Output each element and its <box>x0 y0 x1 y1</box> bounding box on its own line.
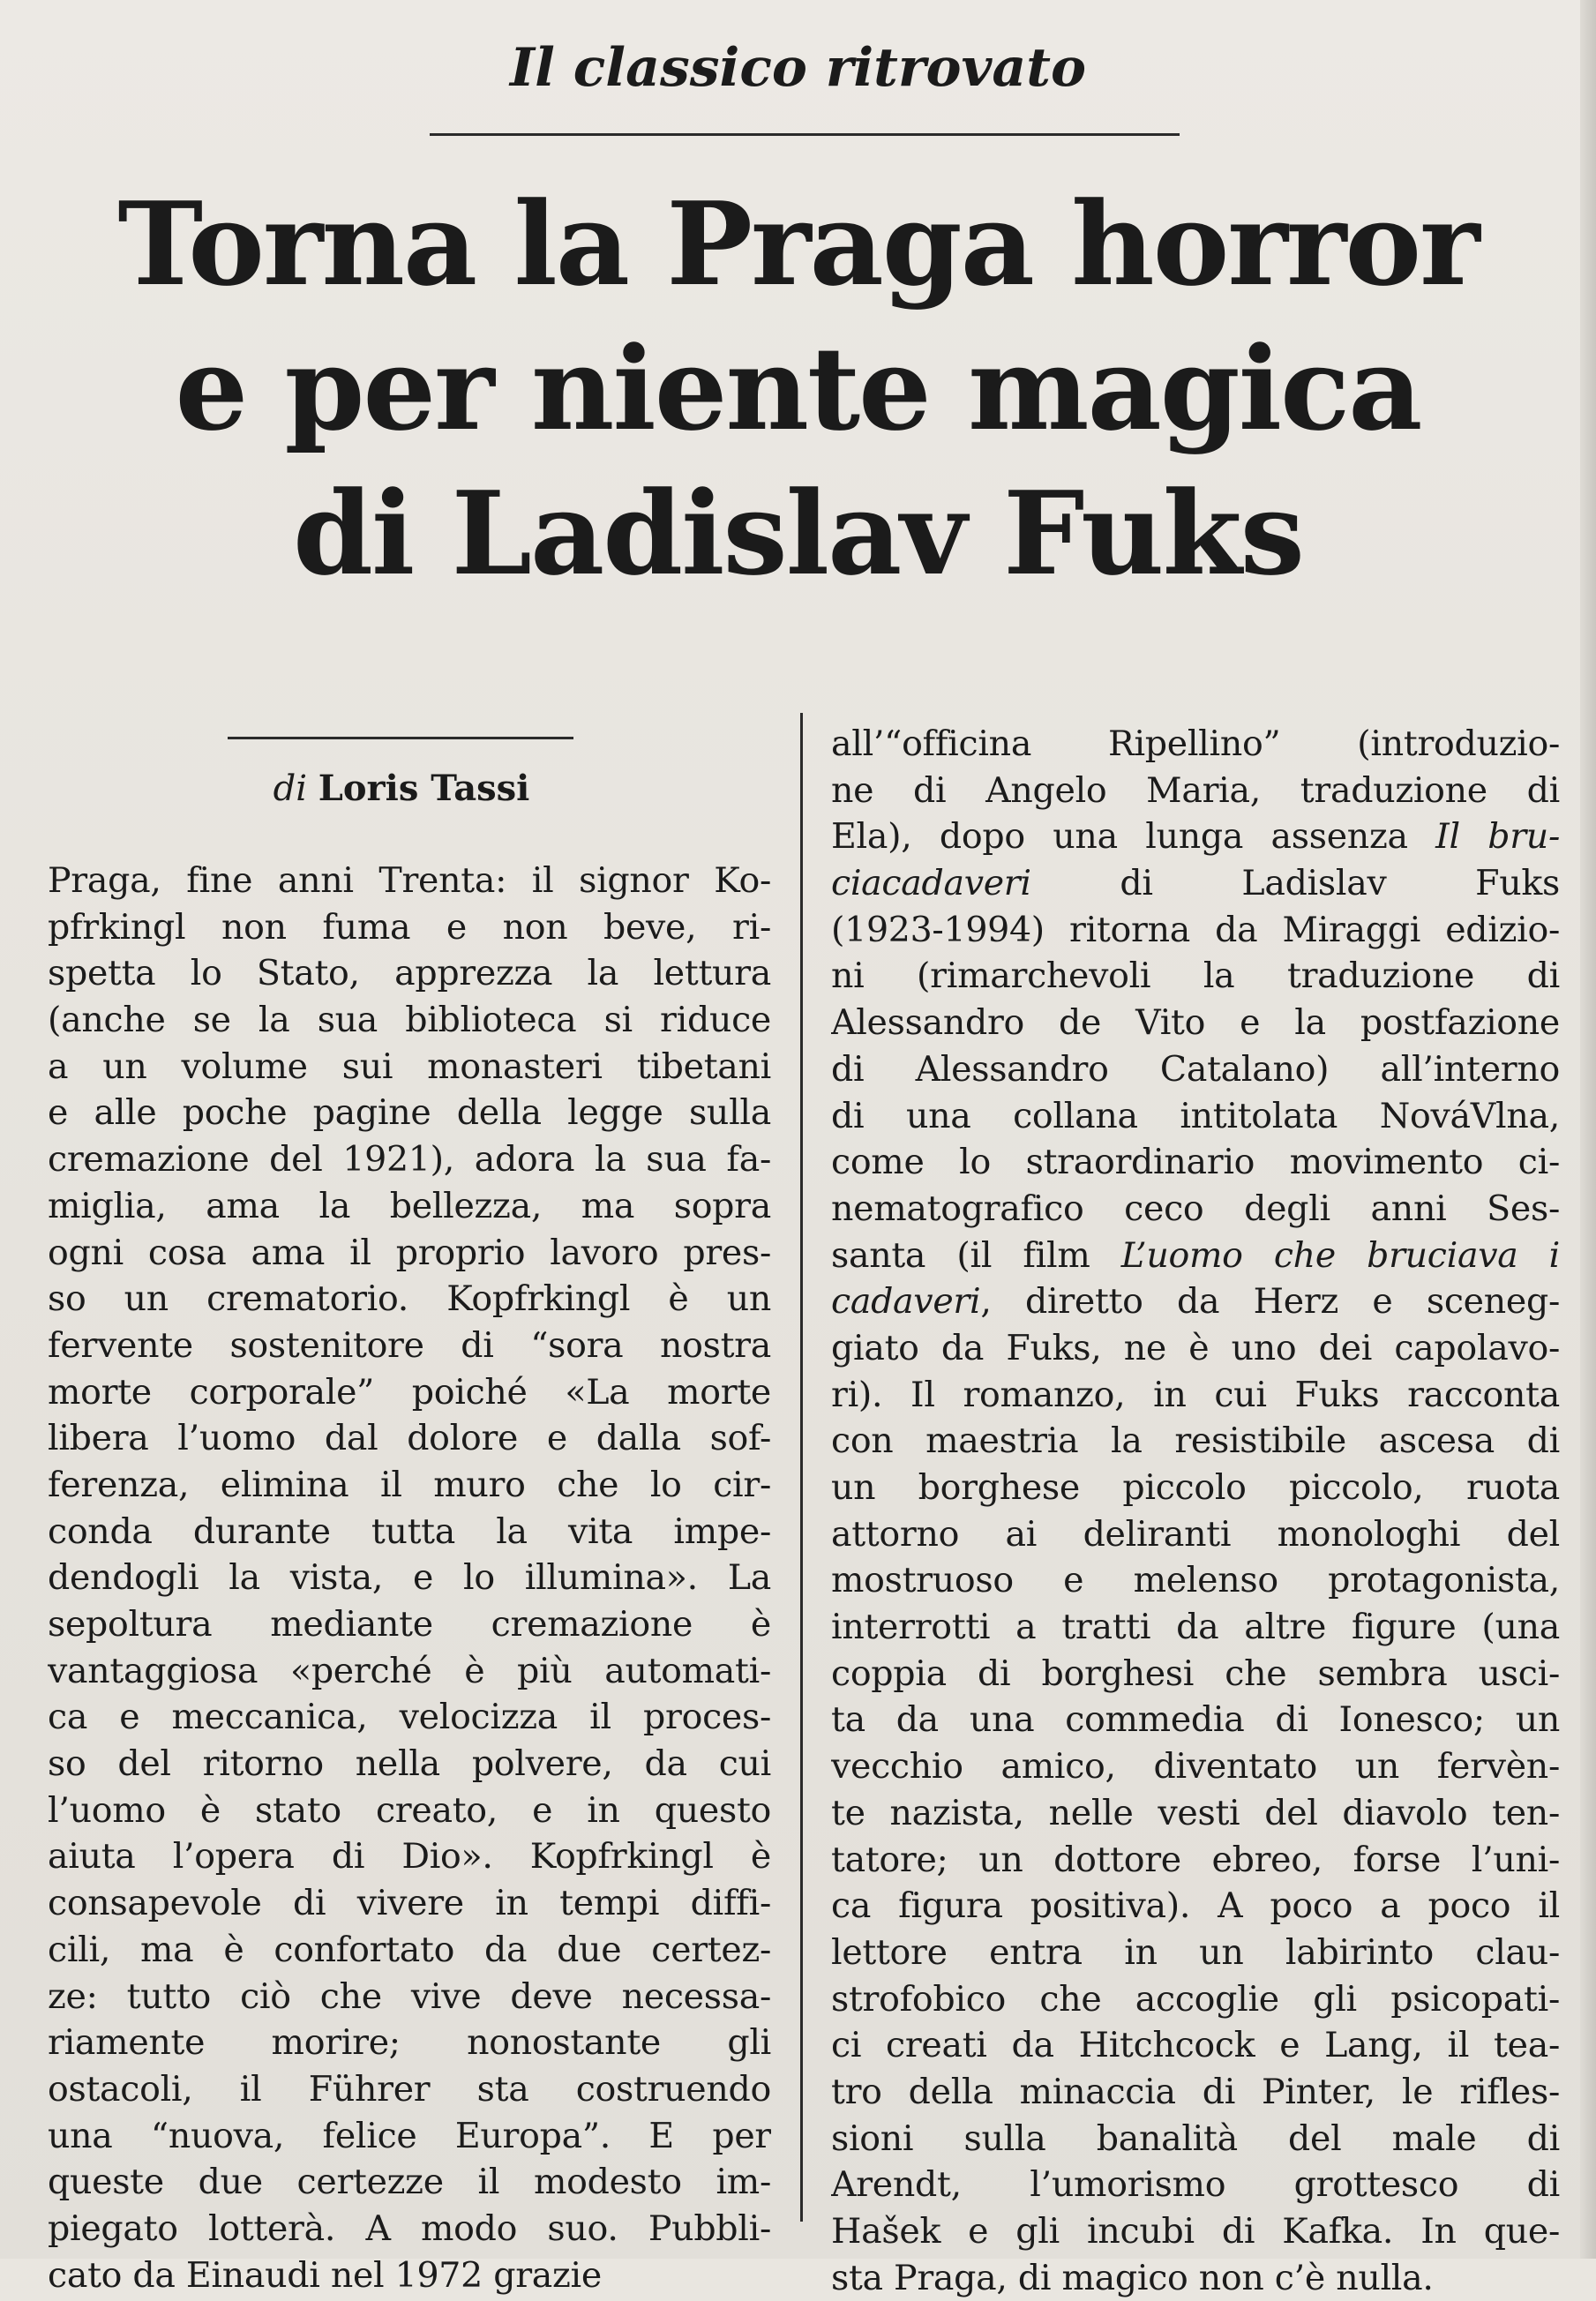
text-line: attorno ai deliranti monologhi del <box>831 1513 1560 1555</box>
text-line: e alle poche pagine della legge sulla <box>48 1092 771 1134</box>
text-line: consapevole di vivere in tempi diffi- <box>48 1883 771 1924</box>
text-line: ni (rimarchevoli la traduzione di <box>831 956 1560 997</box>
text-line: Alessandro de Vito e la postfazione <box>831 1002 1560 1044</box>
text-line: dendogli la vista, e lo illumina». La <box>48 1557 771 1599</box>
text-line: cato da Einaudi nel 1972 grazie <box>48 2254 602 2296</box>
text-line: conda durante tutta la vita impe- <box>48 1510 771 1552</box>
text-line: di Alessandro Catalano) all’interno <box>831 1048 1560 1090</box>
text-line: strofobico che accoglie gli psicopati- <box>831 1978 1560 2020</box>
text-line: una “nuova, felice Europa”. E per <box>48 2115 771 2156</box>
text-line: ostacoli, il Führer sta costruendo <box>48 2068 771 2110</box>
headline-line-1: Torna la Praga horror <box>117 176 1479 311</box>
headline <box>0 172 1596 606</box>
text-line: lettore entra in un labirinto clau- <box>831 1931 1560 1973</box>
text-line: un borghese piccolo piccolo, ruota <box>831 1467 1560 1508</box>
text-line: ogni cosa ama il proprio lavoro pres- <box>48 1232 771 1273</box>
text-line: Praga, fine anni Trenta: il signor Ko- <box>48 860 771 901</box>
text-line: piegato lotterà. A modo suo. Pubbli- <box>48 2207 771 2249</box>
text-line: (1923-1994) ritorna da Miraggi edizio- <box>831 909 1560 950</box>
text-line: come lo straordinario movimento ci- <box>831 1142 1560 1183</box>
text-line: l’uomo è stato creato, e in questo <box>48 1789 771 1831</box>
text-line: Ela), dopo una lunga assenza Il bru- <box>831 816 1560 858</box>
section-kicker: Il classico ritrovato <box>510 37 1086 99</box>
article-column-right <box>831 721 1560 2301</box>
text-line: ri). Il romanzo, in cui Fuks racconta <box>831 1374 1560 1415</box>
text-line: giato da Fuks, ne è uno dei capolavo- <box>831 1327 1560 1368</box>
text-line: cremazione del 1921), adora la sua fa- <box>48 1139 771 1180</box>
text-line: ze: tutto ciò che vive deve necessa- <box>48 1975 771 2017</box>
text-line: ci creati da Hitchcock e Lang, il tea- <box>831 2025 1560 2066</box>
headline-line-3: di Ladislav Fuks <box>293 466 1303 601</box>
text-line: queste due certezze il modesto im- <box>48 2162 771 2203</box>
text-line: libera l’uomo dal dolore e dalla sof- <box>48 1418 771 1459</box>
byline <box>0 768 803 809</box>
text-line: all’“officina Ripellino” (introduzio- <box>831 723 1560 764</box>
text-line: interrotti a tratti da altre figure (una <box>831 1607 1560 1648</box>
text-line: nematografico ceco degli anni Ses- <box>831 1188 1560 1229</box>
text-line: ca e meccanica, velocizza il proces- <box>48 1697 771 1738</box>
text-line: aiuta l’opera di Dio». Kopfrkingl è <box>48 1836 771 1878</box>
text-line: ca figura positiva). A poco a poco il <box>831 1885 1560 1927</box>
text-line: vecchio amico, diventato un fervèn- <box>831 1746 1560 1788</box>
text-line: sta Praga, di magico non c’è nulla. <box>831 2257 1434 2298</box>
text-line: ta da una commedia di Ionesco; un <box>831 1699 1560 1741</box>
text-line: ferenza, elimina il muro che lo cir- <box>48 1464 771 1505</box>
kicker-rule <box>430 133 1180 136</box>
text-line: vantaggiosa «perché è più automati- <box>48 1650 771 1691</box>
text-line: di una collana intitolata NováVlna, <box>831 1095 1560 1136</box>
text-line: so del ritorno nella polvere, da cui <box>48 1743 771 1785</box>
headline-line-2: e per niente magica <box>175 321 1421 456</box>
text-line: pfrkingl non fuma e non beve, ri- <box>48 906 771 948</box>
text-line: tatore; un dottore ebreo, forse l’uni- <box>831 1839 1560 1880</box>
text-line: sioni sulla banalità del male di <box>831 2117 1560 2159</box>
article-column-left <box>48 858 771 2298</box>
author-name: Loris Tassi <box>318 768 530 809</box>
text-line: riamente morire; nonostante gli <box>48 2022 771 2064</box>
column-divider <box>800 713 803 2222</box>
text-line: santa (il film L’uomo che bruciava i <box>831 1234 1560 1276</box>
text-line: (anche se la sua biblioteca si riduce <box>48 1000 771 1041</box>
text-line: a un volume sui monasteri tibetani <box>48 1046 771 1087</box>
text-line: con maestria la resistibile ascesa di <box>831 1420 1560 1462</box>
text-line: mostruoso e melenso protagonista, <box>831 1560 1560 1601</box>
text-line: ne di Angelo Maria, traduzione di <box>831 769 1560 811</box>
text-line: ciacadaveri di Ladislav Fuks <box>831 863 1560 904</box>
text-line: fervente sostenitore di “sora nostra <box>48 1324 771 1366</box>
text-line: te nazista, nelle vesti del diavolo ten- <box>831 1792 1560 1833</box>
text-line: cili, ma è confortato da due certez- <box>48 1929 771 1970</box>
text-line: so un crematorio. Kopfrkingl è un <box>48 1278 771 1320</box>
text-line: spetta lo Stato, apprezza la lettura <box>48 953 771 994</box>
text-line: coppia di borghesi che sembra usci- <box>831 1653 1560 1694</box>
text-line: Hašek e gli incubi di Kafka. In que- <box>831 2211 1560 2252</box>
text-line: tro della minaccia di Pinter, le rifles- <box>831 2071 1560 2112</box>
text-line: cadaveri, diretto da Herz e sceneg- <box>831 1281 1560 1323</box>
text-line: Arendt, l’umorismo grottesco di <box>831 2164 1560 2206</box>
text-line: miglia, ama la bellezza, ma sopra <box>48 1185 771 1226</box>
byline-prefix: di <box>273 768 308 809</box>
text-line: sepoltura mediante cremazione è <box>48 1604 771 1645</box>
byline-rule <box>228 737 573 739</box>
text-line: morte corporale” poiché «La morte <box>48 1371 771 1413</box>
